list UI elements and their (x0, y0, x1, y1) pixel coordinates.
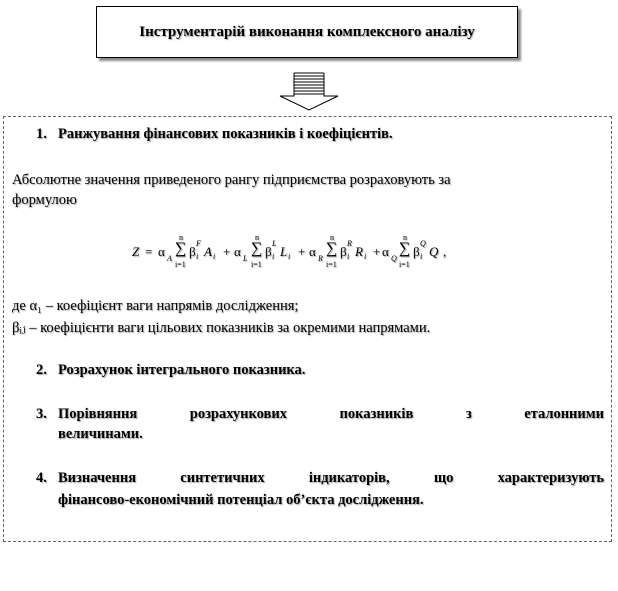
formula-var-2-sub: i (288, 252, 291, 261)
formula-beta-2-sub: i (272, 252, 275, 261)
step-4 (36, 468, 604, 510)
formula-beta-3: β (340, 244, 347, 259)
formula-eq: = (145, 244, 153, 259)
formula-var-1: A (204, 244, 212, 259)
formula-var-3: R (355, 244, 363, 259)
formula-plus-3: + (373, 244, 381, 259)
step-4-line-1: Визначення синтетичних індикаторів, що характеризують (58, 470, 604, 486)
formula-sum-1-top: n (179, 233, 183, 242)
step-2-number: 2. (36, 362, 47, 378)
formula-beta-1-sub: i (196, 252, 199, 261)
formula-sum-3-bottom: i=1 (326, 260, 337, 269)
formula-sum-3-top: n (330, 233, 334, 242)
formula-alpha-3: α (309, 244, 316, 259)
formula-beta-2-sup: L (272, 239, 277, 248)
intro-line-1: Абсолютне значення приведеного рангу підприємства розраховують за (12, 172, 451, 188)
formula-beta-4-sub: i (420, 252, 423, 261)
formula-var-3-sub: i (364, 252, 367, 261)
intro-line-2: формулою (12, 192, 77, 208)
formula-var-4: Q (429, 244, 439, 259)
formula-plus-1: + (223, 244, 231, 259)
formula-alpha-4-sub: Q (391, 254, 397, 263)
formula-sum-4-top: n (403, 233, 407, 242)
formula-beta-3-sub: i (347, 252, 350, 261)
title-box (96, 6, 518, 58)
title-text: Інструментарій виконання комплексного аналізу (139, 24, 475, 40)
formula-sum-1: ∑ (175, 240, 187, 257)
formula-sum-2: ∑ (251, 240, 263, 257)
step-1-text: Ранжування фінансових показників і коефіцієнтів. (58, 126, 393, 142)
formula-sum-4: ∑ (399, 240, 411, 257)
formula-alpha-4: α (382, 244, 389, 259)
formula-sum-4-bottom: i=1 (399, 260, 410, 269)
formula-var-1-sub: i (213, 252, 216, 261)
formula-sum-2-bottom: i=1 (251, 260, 262, 269)
step-1-number: 1. (36, 126, 47, 142)
where-line-1: де α₁ – коефіцієнт ваги напрямів дослідження; (12, 298, 299, 314)
formula-alpha-1-sub: A (167, 254, 172, 263)
formula-plus-2: + (298, 244, 306, 259)
formula-var-2: L (280, 244, 288, 259)
step-4-number: 4. (36, 470, 47, 486)
formula-alpha-2: α (234, 244, 241, 259)
step-3-number: 3. (36, 406, 47, 422)
down-arrow-icon (276, 72, 342, 112)
formula-beta-4: β (413, 244, 420, 259)
formula-beta-3-sup: R (347, 239, 352, 248)
formula-lhs: Z (132, 244, 140, 259)
step-3-line-1: Порівняння розрахункових показників з еталонними (58, 406, 604, 422)
where-line-2: βᵢⱼ – коефіцієнти ваги цільових показників за окремими напрямами. (12, 320, 431, 336)
step-2-text: Розрахунок інтегрального показника. (58, 362, 306, 378)
step-4-line-2: фінансово-економічний потенціал об’єкта дослідження. (58, 492, 424, 508)
formula-alpha-2-sub: L (243, 254, 248, 263)
formula-alpha-3-sub: R (318, 254, 323, 263)
formula-beta-4-sup: Q (420, 239, 426, 248)
formula (132, 234, 512, 274)
formula-beta-2: β (265, 244, 272, 259)
step-3-line-2: величинами. (58, 426, 143, 442)
formula-alpha-1: α (158, 244, 165, 259)
formula-beta-1-sup: F (196, 239, 201, 248)
formula-sum-3: ∑ (326, 240, 338, 257)
step-3 (36, 404, 604, 446)
formula-sum-1-bottom: i=1 (175, 260, 186, 269)
formula-beta-1: β (189, 244, 196, 259)
formula-tail: , (443, 244, 447, 259)
formula-sum-2-top: n (255, 233, 259, 242)
